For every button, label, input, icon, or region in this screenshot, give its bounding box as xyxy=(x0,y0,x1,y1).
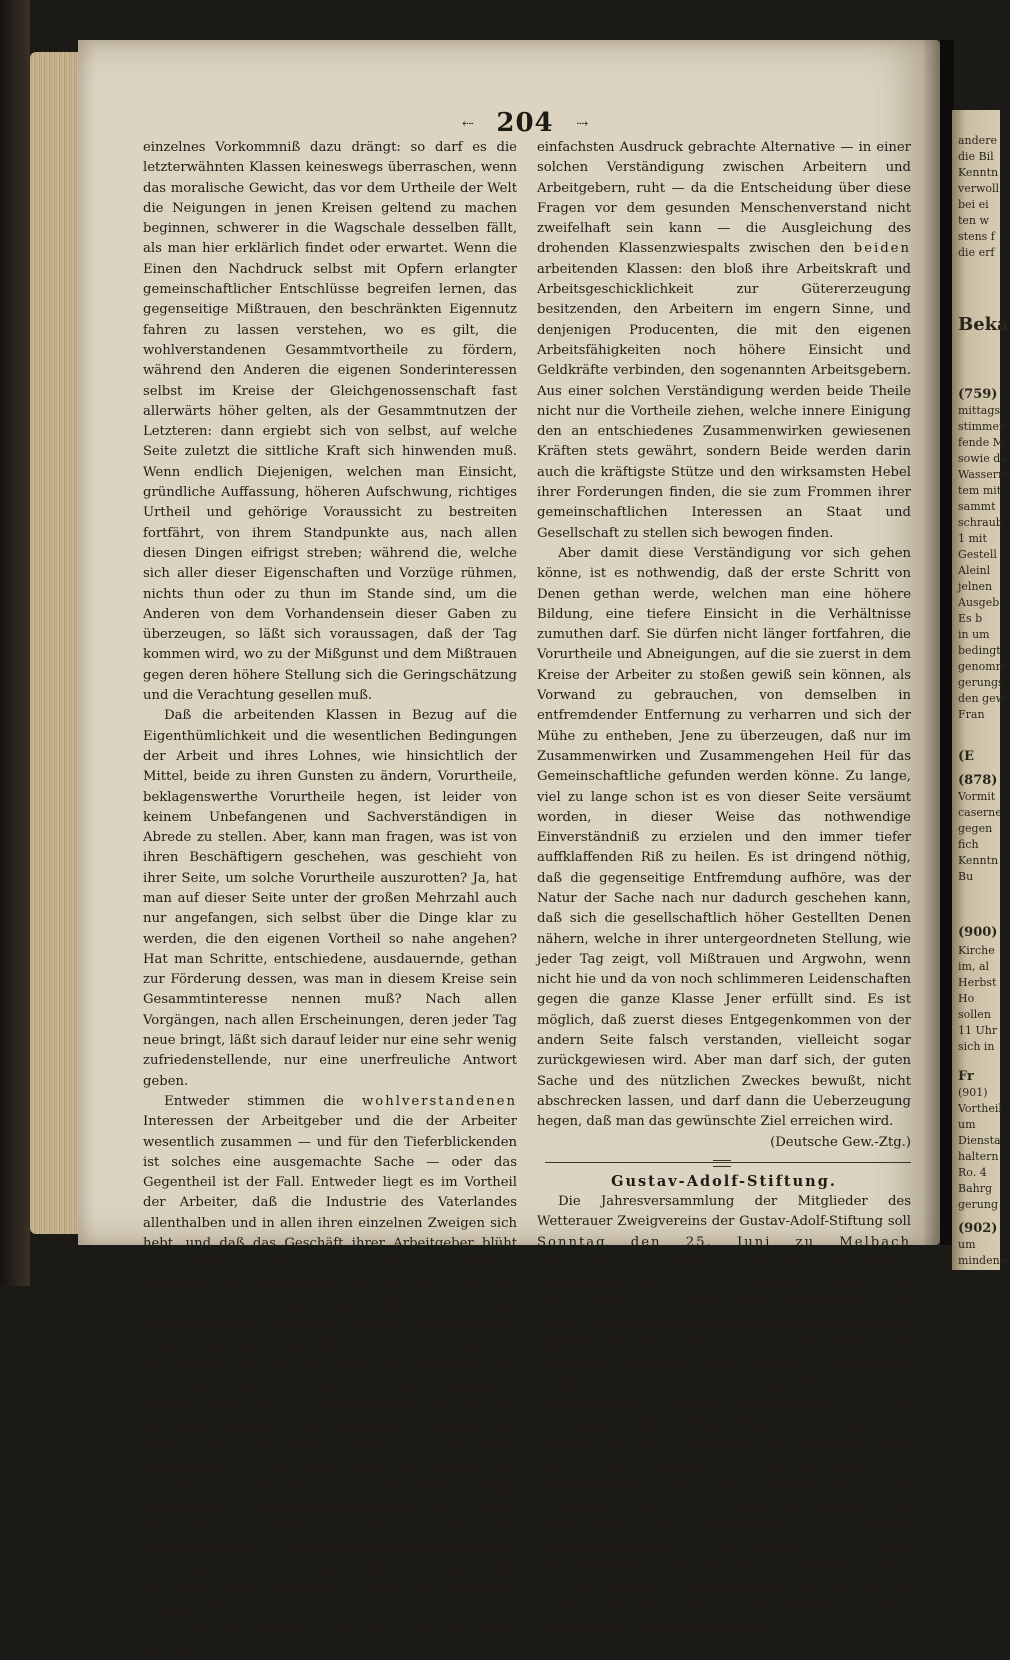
fragment-text: verwoll xyxy=(958,182,1000,195)
fragment-text: Ro. 4 xyxy=(958,1166,987,1179)
fragment-text: mittags xyxy=(958,404,1001,417)
fragment-text: (902) xyxy=(958,1221,998,1236)
fragment-text: 1 mit xyxy=(958,532,987,545)
fragment-text: um xyxy=(958,1238,976,1251)
fragment-text: Kenntn xyxy=(958,166,999,179)
text-run: Entweder stimmen die xyxy=(164,1093,344,1109)
fragment-text: schraub xyxy=(958,516,1003,529)
fragment-text: haltern xyxy=(958,1150,999,1163)
fragment-text: genomm xyxy=(958,660,1007,673)
fragment-text: Aleinl xyxy=(958,564,991,577)
paragraph xyxy=(537,138,911,544)
fragment-text: den gew xyxy=(958,692,1006,705)
fragment-text: Bahrg xyxy=(958,1182,993,1195)
fragment-text: Kenntn xyxy=(958,854,999,867)
left-column xyxy=(143,138,517,1660)
paragraph: In der Verständigung über diese hier auf ihren letzten, xyxy=(143,1621,517,1657)
fragment-text: in um xyxy=(958,628,990,641)
paragraph xyxy=(537,1192,911,1639)
paragraph xyxy=(143,1092,517,1620)
fragment-text: stens f xyxy=(958,230,995,243)
fragment-heading: Beka xyxy=(958,314,1009,335)
fragment-text: Gestell xyxy=(958,548,997,561)
fragment-text: fende M xyxy=(958,436,1004,449)
fragment-text: sollen xyxy=(958,1008,991,1021)
fragment-text: Es b xyxy=(958,612,983,625)
emphasized-text: wohlverstandenen xyxy=(362,1093,517,1109)
source-citation: (Deutsche Gew.-Ztg.) xyxy=(770,1134,911,1150)
fragment-text: im, al xyxy=(958,960,990,973)
fragment-text: Fr xyxy=(958,1069,974,1084)
page-header xyxy=(462,108,588,138)
fragment-text: caserne xyxy=(958,806,1002,819)
fragment-text: (901) xyxy=(958,1086,988,1099)
page-number: 204 xyxy=(496,108,554,138)
fragment-text: sammt xyxy=(958,500,996,513)
fragment-text: um xyxy=(958,1118,976,1131)
book-page-edges xyxy=(30,52,82,1234)
fragment-text: andere xyxy=(958,134,997,147)
fragment-text: fich xyxy=(958,838,979,851)
paragraph: einzelnes Vorkommniß dazu drängt: so darf es die letzterwähnten Klassen keineswegs überraschen, wenn das moralische Gewicht, das vor dem Urtheile der Welt die Neigungen in jenen Kreisen geltend zu machen beginnen, schwerer in die Wagschale desselben fällt, als man hier erklärlich findet oder erwartet. Wenn die Einen den Nachdruck selbst mit Opfern erlangter gemeinschaftlicher Entschlüsse begreifen lernen, das gegenseitige Mißtrauen, den beschränkten Eigennutz fahren zu lassen verstehen, wo es gilt, die wohlverstandenen Gesammtvortheile zu fördern, während den Anderen die eigenen Sonderinteressen selbst im Kreise der Gleichgenossenschaft fast allerwärts höher gelten, als der Gesammtnutzen der Letzteren: dann ergiebt sich von selbst, auf welche Seite zuletzt die sittliche Kraft sich hinwenden muß. Wenn endlich Diejenigen, welchen man Einsicht, gründliche Auffassung, höheren Aufschwung, richtiges Urtheil und gehörige Voraussicht zu bestreiten fortfährt, von ihrem Standpunkte aus, nach allen diesen Dingen eifrigst streben; während die, welche sich aller dieser Eigenschaften und Vorzüge rühmen, nichts thun oder zu thun im Stande sind, um die Anderen von dem Vorhandensein dieser Gaben zu überzeugen, so läßt sich voraussagen, daß der Tag kommen wird, wo zu der Mißgunst und dem Mißtrauen gegen deren höhere Stellung sich die Geringschätzung und die Verachtung gesellen muß. xyxy=(143,140,517,704)
fragment-text: gerungs xyxy=(958,676,1004,689)
fragment-text: tem mit xyxy=(958,484,1002,497)
fragment-text: Herbst xyxy=(958,976,997,989)
fragment-text: gegen xyxy=(958,822,993,835)
text-run: und daselbst in der Kirche, Nachmittags um 2 Uhr beginnen. Indem die Unterschriebenen zu einem recht zahlreichen Besuche dieser Versammlung ergebenst einladen, bemerken sie zugleich, daß nach abgehaltenem Gottesdienste und erstattetem Berichte über folgende Gegenstände verhandelt werden soll: 1) Aenderung der Statuten des Landesvereines §. 5. und des Zweigvereines §. 3.; 2) Ob vorzugsweise die hülfsbedürftigen Gemeinden des Inlandes oder des Auslandes bei den Unterstützungen des Vereines berücksichtigt werden sollen? 3) Nothwendigkeit, daß der Verwaltungsrath zu Darmstadt vor der Vertheilung der Jahreseinnahme die Abgeordneten der Zweigvereine mit seinem Unterstützungsplane unter Angabe der Gründe bekannt mache; 4) Wahl des Vereinsvorstandes nach §. 10. der Statuten; 5) Bestimmung des Orts für die nächste Jahresversammlung. Sollte Jemand wünschen, außer diesen Gegenständen noch xyxy=(537,1255,911,1636)
fragment-text: sowie da xyxy=(958,452,1007,465)
fragment-text: die erf xyxy=(958,246,995,259)
fragment-text: jelnen xyxy=(958,580,993,593)
fragment-text: Vortheil xyxy=(958,1102,1002,1115)
ornament-right: ⇢ xyxy=(576,116,588,132)
next-page-fragment xyxy=(952,110,1010,1270)
fragment-text: (E xyxy=(958,749,975,764)
fragment-text: gerung xyxy=(958,1198,999,1211)
section-divider xyxy=(545,1162,911,1163)
paragraph: Daß die arbeitenden Klassen in Bezug auf die Eigenthümlichkeit und die wesentlichen Bedingungen der Arbeit und ihres Lohnes, wie hinsichtlich der Mittel, beide zu ihren Gunsten zu ändern, Vorurtheile, beklagenswerthe Vorurtheile hegen, ist leider von keinem Unbefangenen und Sachverständigen in Abrede zu stellen. Aber, kann man fragen, was ist von ihren Beschäftigern geschehen, was geschieht von ihrer Seite, um solche Vorurtheile auszurotten? Ja, hat man auf dieser Seite unter der großen Mehrzahl auch nur angefangen, sich selbst über die Dinge klar zu werden, die den eigenen Vortheil so nahe angehen? Hat man Schritte, entschiedene, ausdauernde, gethan zur Förderung dessen, was man in diesem Kreise sein Gesammtinteresse nennen muß? Nach allen Vorgängen, nach allen Erscheinungen, deren jeder Tag neue bringt, läßt sich darauf leider nur eine sehr wenig zufriedenstellende, nur eine unerfreuliche Antwort geben. xyxy=(143,708,517,1089)
fragment-text: Wasserrä xyxy=(958,468,1010,481)
fragment-text: Bu xyxy=(958,870,974,883)
fragment-text: (759) xyxy=(958,387,998,402)
fragment-text: stimmen xyxy=(958,420,1007,433)
fragment-text: Vormit xyxy=(958,790,996,803)
text-run: arbeitenden Klassen: den bloß ihre Arbeitskraft und Arbeitsgeschicklichkeit zur Gütererzeugung besitzenden, den Arbeitern im engern Sinne, und denjenigen Producenten, die mit den eigenen Arbeitsfähigkeiten noch höhere Einsicht und Geldkräfte verbinden, den sogenannten Arbeitsgebern. Aus einer solchen Verständigung werden beide Theile nicht nur die Vortheile ziehen, welche innere Einigung den an entschiedenes Zusammenwirken gewiesenen Kräften stets gewährt, sondern Beide werden darin auch die kräftigste Stütze und den wirksamsten Hebel ihrer Forderungen finden, die sie zum Frommen ihrer gemeinschaftlichen Interessen an Staat und Gesellschaft zu stellen sich bewogen finden. xyxy=(537,261,911,541)
fragment-text: Diensta xyxy=(958,1134,1001,1147)
text-run: Die Jahresversammlung der Mitglieder des Wetterauer Zweigvereins der Gustav-Adolf-Stiftung soll xyxy=(537,1194,911,1230)
fragment-text: (878) xyxy=(958,773,998,788)
fragment-text: ten w xyxy=(958,214,989,227)
fragment-text: Fran xyxy=(958,708,985,721)
emphasized-text: Sonntag den 25. Juni zu Melbach abgehalten werden xyxy=(537,1234,911,1271)
fragment-text: 11 Uhr xyxy=(958,1024,998,1037)
book-cover-edge xyxy=(0,0,30,1286)
text-run: einfachsten Ausdruck gebrachte Alternative — in einer solchen Verständigung zwischen Arbeitern und Arbeitgebern, ruht — da die Entscheidung über diese Fragen vor dem gesunden Menschenverstand nicht zweifelhaft sein kann — die Ausgleichung des drohenden Klassenzwiespalts zwischen den xyxy=(537,140,911,257)
fragment-text: sich in xyxy=(958,1040,995,1053)
right-column xyxy=(537,138,911,1639)
fragment-text: Kirche xyxy=(958,944,995,957)
fragment-text: (900) xyxy=(958,925,998,940)
fragment-text: Ausgeb xyxy=(958,596,1000,609)
fragment-text: die Bil xyxy=(958,150,994,163)
paragraph: Aber damit diese Verständigung vor sich gehen könne, ist es nothwendig, daß der erste Schritt von Denen gethan werde, welchen man eine höhere Bildung, eine tiefere Einsicht in die Verhältnisse zumuthen darf. Sie dürfen nicht länger fortfahren, die Vorurtheile und Abneigungen, auf die sie zuerst in dem Kreise der Arbeiter zu stoßen gewiß sein können, als Vorwand zu gebrauchen, von demselben in entfremdender Entfernung zu verharren und sich der Mühe zu entheben, Jene zu überzeugen, daß nur im Zusammenwirken und Zusammengehen Heil für das Gemeinschaftliche gefunden werden könne. Zu lange, viel zu lange schon ist es von dieser Seite versäumt worden, in dieser Weise das nothwendige Einverständniß zu erzielen und den immer tiefer auffklaffenden Riß zu heilen. Es ist dringend nöthig, daß die gegenseitige Entfremdung aufhöre, was der Natur der Sache nach nur dadurch geschehen kann, daß sich die gesellschaftlich höher Gestellten Denen nähern, welche in ihrer untergeordneten Stellung, wie jeder Tag zeigt, voll Mißtrauen und Argwohn, wenn nicht hie und da von noch schlimmeren Leidenschaften gegen die ganze Klasse Jener erfüllt sind. Es ist möglich, daß zuerst dieses Entgegenkommen von der andern Seite falsch verstanden, vielleicht sogar zurückgewiesen wird. Aber man darf sich, der guten Sache und des nützlichen Zweckes bewußt, nicht abschrecken lassen, und darf dann die Ueberzeugung hegen, daß man das gewünschte Ziel erreichen wird. xyxy=(537,545,911,1130)
fragment-text: bedingt xyxy=(958,644,1001,657)
section-title: Gustav-Adolf-Stiftung. xyxy=(611,1172,837,1190)
text-run: Interessen der Arbeitgeber und die der Arbeiter wesentlich zusammen — und für den Tieferblickenden ist solches eine ausgemachte Sache — oder das Gegentheil ist der Fall. Entweder liegt es im Vortheil der Arbeiter, daß die Industrie des Vaterlandes allenthalben und in allen ihren einzelnen Zweigen sich hebt, und daß das Geschäft ihrer Arbeitgeber blüht und gedeiht; entweder liegt es auf der andern Seite im Interesse der Arbeitgeber, daß sie und alle ihre Genossen die Arbeiter vollauf und ohne Stockung beschäftigen und ihnen für tüchtige Arbeit tüchtigen Lohn geben können: oder Beides ist nicht der Fall, d. h. der Vortheil des Arbeiters hängt im Gegentheil von dem Verkümmern der Industrie, der des Arbeitgebers von dem Elend und der Entblößung des Arbeiters, von den Schwankungen in der Production ab, welche dazu führen. Wäre die letzte Behauptung, die ihren Widerspruch in sich selbst trägt, nun wirklich die richtige, so dürfte man freilich auf nichts eifriger hinstreben, als mit der Industrie überhaupt zu Rande zu kommen, sobald als möglich sich einer Erwerbthätigkeit zu entledigen, deren Gedeihen über diejenigen, deren Loos unzertrennlich damit verbunden ist, nach beiden Seiten hin Elend und Verderben bringen soll. xyxy=(143,1114,518,1617)
ornament-left: ⇠ xyxy=(462,116,474,132)
fragment-text: mindenw xyxy=(958,1254,1010,1267)
fragment-text: bei ei xyxy=(958,198,989,211)
fragment-text: Ho xyxy=(958,992,975,1005)
emphasized-text: beiden xyxy=(853,241,911,257)
